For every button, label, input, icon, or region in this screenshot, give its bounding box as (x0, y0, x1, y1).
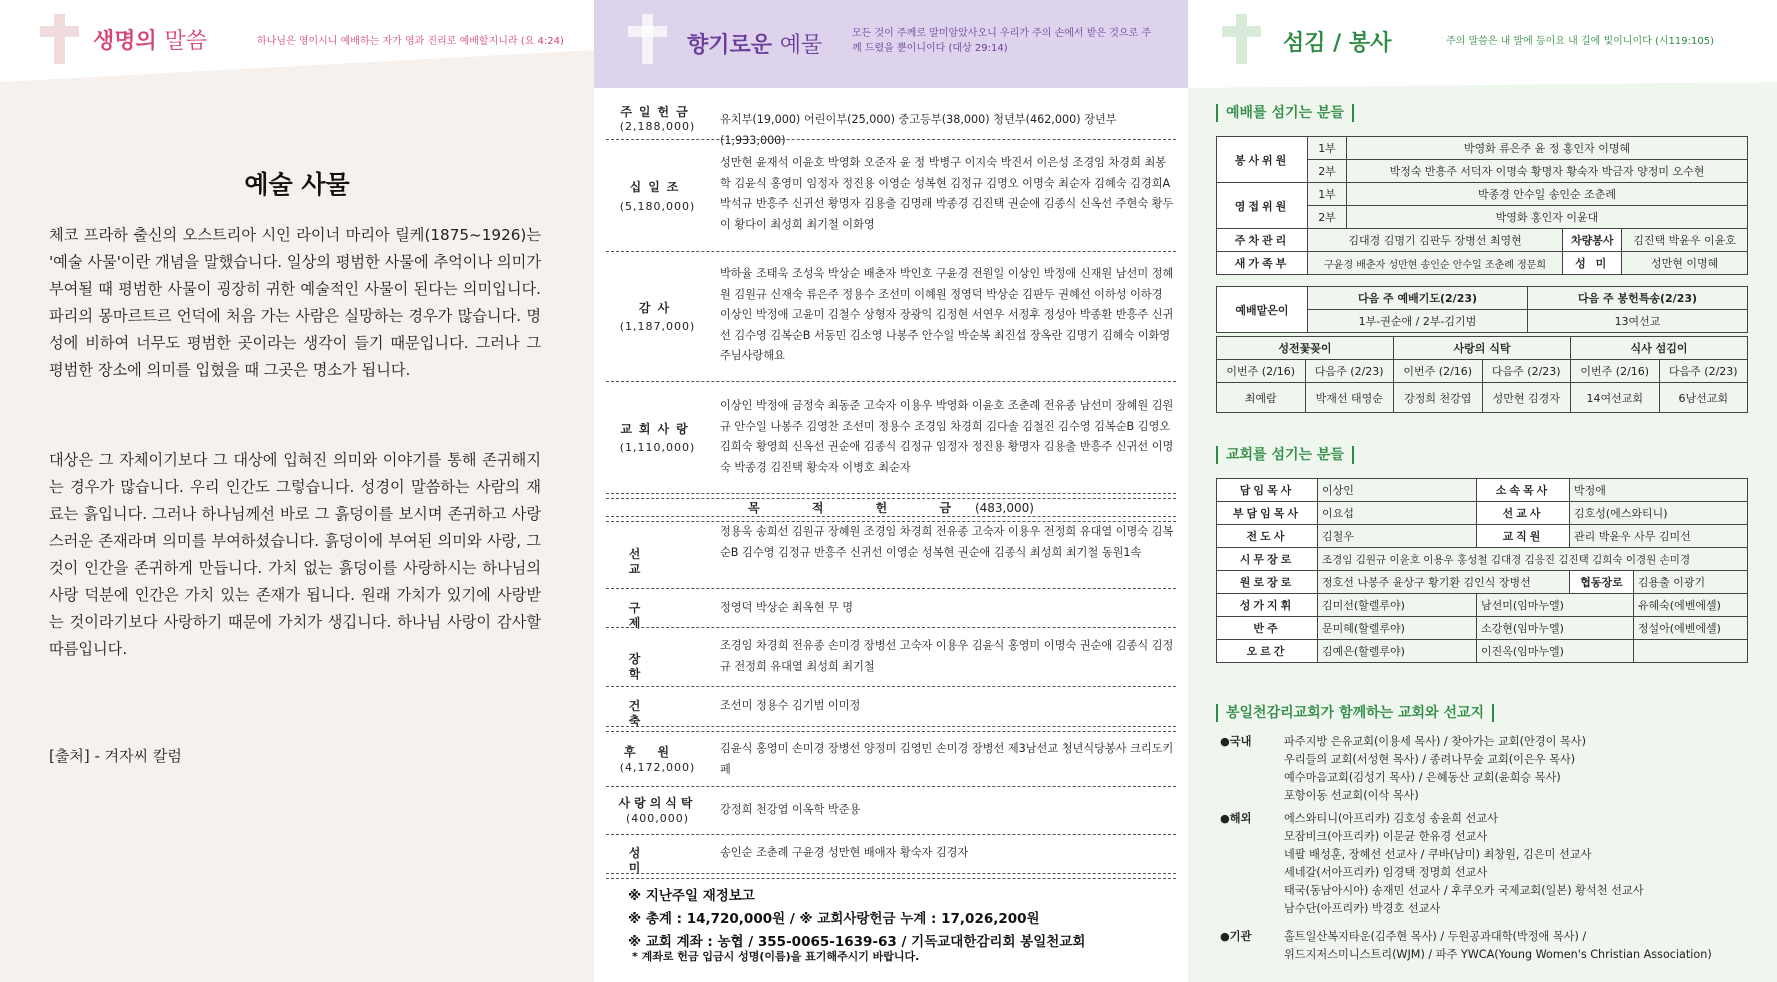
cell: 성만현 이명혜 (1622, 252, 1748, 275)
missions-category: ●국내 (1220, 735, 1252, 748)
cell-label: 성 미 (1563, 252, 1622, 275)
offering-row-church-love (606, 388, 1176, 488)
missions-category: ●기관 (1220, 930, 1252, 943)
offering-names: 성만현 윤재석 이윤호 박영화 오준자 윤 정 박병구 이지숙 박진서 이은성 조경임 차경희 최봉학 김윤식 홍영미 임정자 정진용 이영순 성복현 김정규 김명오 이명숙 최순자 김혜숙 김경희A 박석규 반흥주 신귀선 황명자 김용출 김명래 박종경 김진택 권순애 김종식 신옥선 주현숙 황두이 황다이 최성희 최기철 이화영 (720, 156, 1174, 231)
cell: 이번주 (2/16) (1217, 360, 1306, 383)
missions-line: 예수마음교회(김성기 목사) / 은혜동산 교회(윤희승 목사) (1284, 771, 1561, 784)
cell-label: 부담임목사 (1217, 502, 1318, 525)
cell-label: 선교사 (1477, 502, 1570, 525)
header-verse: 모든 것이 주께로 말미암았사오니 우리가 주의 손에서 받은 것으로 주께 드렸을 뿐이니이다 (대상 29:14) (852, 28, 1152, 54)
missions-line: 우리들의 교회(서성현 목사) / 종려나무숲 교회(이은우 목사) (1284, 753, 1576, 766)
offering-row-support (606, 739, 1176, 781)
section-title-missions: 봉일천감리교회가 함께하는 교회와 선교지 (1216, 704, 1494, 722)
offering-row-building (606, 696, 1176, 728)
cell: 김미선(할렐루야) (1318, 594, 1477, 617)
cell-label: 반주 (1217, 617, 1318, 640)
cell-label: 원로장로 (1217, 571, 1318, 594)
offering-amount: (2,188,000) (619, 120, 696, 133)
cell: 관리 박윤우 사무 김미선 (1570, 525, 1748, 548)
cell: 이번주 (2/16) (1394, 360, 1483, 383)
divider (606, 588, 1176, 589)
cell-label: 봉사위원 (1217, 137, 1308, 183)
offering-row-relief (606, 598, 1176, 630)
cell (1633, 640, 1747, 663)
missions-line: 모잠비크(아프리카) 이문균 한유경 선교사 (1284, 830, 1488, 843)
cell: 남선미(임마누엘) (1477, 594, 1634, 617)
offering-amount: (4,172,000) (619, 761, 696, 774)
cell-label: 차량봉사 (1563, 229, 1622, 252)
cell-label: 오르간 (1217, 640, 1318, 663)
cell: 이번주 (2/16) (1571, 360, 1660, 383)
cell: 정설아(에벤에셀) (1633, 617, 1747, 640)
offering-label: 성미 (628, 846, 687, 875)
cell: 다음주 (2/23) (1482, 360, 1571, 383)
divider (606, 834, 1176, 835)
offering-names: 이상인 박정애 금정숙 최동준 고숙자 이용우 박영화 이윤호 조춘례 전유종 남선미 장혜원 김원규 안수일 나봉주 김영찬 조선미 정용수 조경임 차경희 김다솔 김철진 김수영 김복순B 김영오 김희숙 황영희 신옥선 권순애 김종식 김정규 임정자 정진용 황명자 김용출 반흥주 신귀선 이명숙 박종경 김진택 황숙자 이병호 최순자 (720, 399, 1174, 474)
cell: 박정숙 반흥주 서덕자 이명숙 황명자 황숙자 박금자 양정미 오수현 (1347, 160, 1748, 183)
cell: 김진택 박윤우 이윤호 (1622, 229, 1748, 252)
worship-service-table (1216, 136, 1748, 275)
cell-label: 주차관리 (1217, 229, 1308, 252)
weekly-duty-table (1216, 336, 1748, 413)
cell: 6남선교회 (1659, 383, 1748, 413)
cell: 이상인 (1318, 479, 1477, 502)
missions-line: 에스와티니(아프리카) 김호성 송윤희 선교사 (1284, 812, 1498, 825)
missions-line: 홀트일산복지타운(김주현 목사) / 두원공과대학(박정애 목사) / (1284, 930, 1587, 943)
cell-label: 다음 주 예배기도(2/23) (1308, 287, 1528, 310)
section-title-church: 교회를 섬기는 분들 (1216, 446, 1354, 464)
cell-label: 소속목사 (1477, 479, 1570, 502)
article-paragraph-2: 대상은 그 자체이기보다 그 대상에 입혀진 의미와 이야기를 통해 존귀해지는 경우가 많습니다. 우리 인간도 그렇습니다. 성경이 말씀하는 사람의 재료는 흙입니다. 그러나 하나님께선 바로 그 흙덩이를 보시며 존귀하고 사랑스러운 존재라며 의미를 부여하셨습니다. 흙덩이에 부여된 의미와 사랑, 그것이 인간을 존귀하게 만듭니다. 가치 없는 흙덩이를 사랑하시는 하나님의 사랑 덕분에 인간은 가치 있는 존재가 됩니다. 원래 가치가 있기에 사랑받는 것이라기보다 사랑하기 때문에 가치가 생깁니다. 하나님 사랑이 감사할 따름입니다. (49, 451, 541, 658)
offering-label: 주일헌금 (620, 105, 695, 119)
divider (606, 686, 1176, 687)
cell-label: 새가족부 (1217, 252, 1308, 275)
cell-label: 교직원 (1477, 525, 1570, 548)
purpose-offering-title: 목 적 헌 금(483,000) (748, 501, 1034, 515)
offering-row-thanks (606, 258, 1176, 376)
cell: 김용출 이광기 (1633, 571, 1747, 594)
cell: 최예람 (1217, 383, 1306, 413)
offering-row-scholarship (606, 636, 1176, 681)
offering-names: 정용욱 송희선 김원규 장혜원 조경임 차경희 전유종 고숙자 이용우 전정희 유대열 이명숙 김복순B 김수영 김정규 반흥주 신귀선 이영순 성복현 권순애 김종식 최성희 최기철 동원1속 (720, 525, 1174, 559)
cell: 이진옥(임마누엘) (1477, 640, 1634, 663)
offering-label: 사랑의식탁 (618, 796, 697, 810)
panel-service (1188, 0, 1777, 982)
offering-names: 송인순 조춘례 구윤경 성만현 배애자 황숙자 김경자 (720, 846, 969, 859)
article-paragraph-1: 체코 프라하 출신의 오스트리아 시인 라이너 마리아 릴케(1875~1926)는 '예술 사물'이란 개념을 말했습니다. 일상의 평범한 사물에 추억이나 의미가 부여될 때 평범한 사물이 굉장히 귀한 예술적인 사물이 된다는 의미입니다. 파리의 몽마르트르 언덕에 처음 가는 사람은 실망하는 경우가 많습니다. 명성에 비하여 너무도 평범한 곳이라는 생각이 들기 때문입니다. 그러나 그 평범한 장소에 의미를 입혔을 때 그곳은 명소가 됩니다. (49, 226, 541, 379)
cell: 문미혜(할렐루야) (1318, 617, 1477, 640)
missions-line: 위드지저스미니스트리(WJM) / 파주 YWCA(Young Women's Christian Association) (1284, 948, 1712, 961)
cell: 소강현(임마누엘) (1477, 617, 1634, 640)
cell-label: 담임목사 (1217, 479, 1318, 502)
cell: 성만현 김경자 (1482, 383, 1571, 413)
missions-domestic (1220, 733, 1760, 813)
offering-names: 강정희 천강엽 이옥학 박준용 (720, 803, 861, 816)
cell: 박영화 홍인자 이윤대 (1347, 206, 1748, 229)
offering-row-rice (606, 843, 1176, 875)
cell: 박정애 (1570, 479, 1748, 502)
cell: 유혜숙(에벤에셀) (1633, 594, 1747, 617)
cell: 1부 (1308, 137, 1347, 160)
cell: 조경임 김원규 이윤호 이용우 홍성철 김대경 김응진 김진택 김희숙 이경원 손미경 (1318, 548, 1748, 571)
header-verse: 주의 말씀은 내 발에 등이요 내 길에 빛이니이다 (시119:105) (1446, 36, 1714, 47)
header-service (1188, 0, 1777, 82)
missions-line: 네팔 배성훈, 장혜선 선교사 / 쿠바(남미) 최창원, 김은미 선교사 (1284, 848, 1592, 861)
header-verse: 하나님은 영이시니 예배하는 자가 영과 진리로 예배할지니라 (요 4:24) (257, 36, 564, 47)
cell-label: 예배맡은이 (1217, 287, 1308, 333)
panel-offerings (594, 0, 1188, 982)
cell-label: 시무장로 (1217, 548, 1318, 571)
offering-amount: (1,110,000) (619, 441, 696, 454)
offering-label: 장학 (628, 652, 687, 681)
report-title: ※ 지난주일 재정보고 (628, 888, 755, 904)
report-total: ※ 총계 : 14,720,000원 / ※ 교회사랑헌금 누계 : 17,026,200원 (628, 911, 1040, 927)
divider-double (606, 873, 1176, 879)
cell: 다음주 (2/23) (1305, 360, 1394, 383)
offering-names: 김윤식 홍영미 손미경 장병선 양정미 김영민 손미경 장병선 제3남선교 청년식당봉사 크리도키페 (720, 742, 1174, 776)
cell: 13여선교 (1528, 310, 1748, 333)
missions-line: 포항이동 선교회(이삭 목사) (1284, 789, 1419, 802)
cell: 다음주 (2/23) (1659, 360, 1748, 383)
cell-label: 협동장로 (1570, 571, 1634, 594)
cell: 이요섭 (1318, 502, 1477, 525)
missions-line: 태국(동남아시아) 송재민 선교사 / 후쿠오카 국제교회(일본) 황석천 선교사 (1284, 884, 1644, 897)
cell-label: 식사 섬김이 (1571, 337, 1748, 360)
divider (606, 786, 1176, 787)
offering-names: 박하율 조태욱 조성욱 박상순 배춘자 박인호 구윤경 전원일 이상인 박정애 신재원 남선미 정혜원 김원규 신재숙 류은주 정용수 조선미 이혜원 정영덕 박상순 김판두 권혜선 이하성 이하경 이상인 박정애 고윤미 김철수 상형자 장광익 김정현 서연우 서정후 정성아 박종환 반흥주 신귀선 김수영 김복순B 서동민 김소영 나봉주 안수일 박순복 최진섭 장옥란 김명기 김혜숙 이화영 주님사랑해요 (720, 267, 1174, 362)
header-title: 생명의 말씀 (93, 29, 207, 54)
missions-line: 세네갈(서아프리카) 임경택 정명희 선교사 (1284, 866, 1488, 879)
cell: 김예은(할렐루야) (1318, 640, 1477, 663)
cell: 김대경 김명기 김판두 장병선 최영현 (1308, 229, 1563, 252)
offering-row-love-table (606, 794, 1176, 830)
offering-label: 교회사랑 (620, 422, 695, 436)
report-note: * 계좌로 헌금 입금시 성명(이름)을 표기해주시기 바랍니다. (632, 950, 920, 963)
missions-overseas (1220, 810, 1760, 922)
cell-label: 성전꽃꽂이 (1217, 337, 1394, 360)
header-title: 향기로운 예물 (687, 33, 823, 58)
section-title-worship: 예배를 섬기는 분들 (1216, 104, 1354, 122)
offering-names: 조선미 정용수 김기범 이미정 (720, 699, 861, 712)
cell: 2부 (1308, 206, 1347, 229)
cell: 박종경 안수일 송인순 조춘례 (1347, 183, 1748, 206)
cell: 1부 (1308, 183, 1347, 206)
header-title: 섬김 / 봉사 (1283, 31, 1392, 56)
offering-label: 선교 (628, 547, 687, 576)
cell: 박영화 류은주 윤 정 홍인자 이명혜 (1347, 137, 1748, 160)
cell-label: 영접위원 (1217, 183, 1308, 229)
offering-row-mission (606, 522, 1176, 584)
missions-category: ●해외 (1220, 812, 1252, 825)
offering-label: 십일조 (629, 180, 686, 194)
offering-label: 후원 (623, 745, 692, 759)
divider (606, 251, 1176, 252)
offering-label: 감사 (638, 301, 677, 315)
offering-row-tithe (606, 145, 1176, 245)
cell-label: 다음 주 봉헌특송(2/23) (1528, 287, 1748, 310)
offering-names: 정영덕 박상순 최옥현 무 명 (720, 601, 854, 614)
offering-amount: (1,187,000) (619, 320, 696, 333)
cell: 2부 (1308, 160, 1347, 183)
offering-label: 구제 (628, 601, 687, 630)
divider (606, 381, 1176, 382)
cell: 김철우 (1318, 525, 1477, 548)
cell-label: 사랑의 식탁 (1394, 337, 1571, 360)
cell-label: 전도사 (1217, 525, 1318, 548)
offering-names: 조경임 차경희 전유종 손미경 장병선 고숙자 이용우 김윤식 홍영미 이명숙 권순애 김종식 김정규 전정희 유대열 최성희 최기철 (720, 639, 1174, 673)
article-title: 예술 사물 (244, 170, 350, 199)
cell: 1부-권순애 / 2부-김기범 (1308, 310, 1528, 333)
cell: 14여선교회 (1571, 383, 1660, 413)
report-account: ※ 교회 계좌 : 농협 / 355-0065-1639-63 / 기독교대한감리회 봉일천교회 (628, 934, 1086, 950)
panel-word-of-life (0, 0, 594, 982)
offering-names: 유치부(19,000) 어린이부(25,000) 중고등부(38,000) 청년부(462,000) 장년부(1,933,000) (720, 113, 1117, 147)
divider-double (606, 726, 1176, 732)
cell: 강정희 천강엽 (1394, 383, 1483, 413)
offering-amount: (5,180,000) (619, 200, 696, 213)
missions-line: 파주지방 은유교회(이용세 목사) / 찾아가는 교회(안경이 목사) (1284, 735, 1586, 748)
cell: 김호성(에스와티니) (1570, 502, 1748, 525)
divider (606, 139, 1176, 140)
missions-line: 남수단(아프리카) 박경호 선교사 (1284, 902, 1441, 915)
worship-prep-table (1216, 286, 1748, 333)
cell: 정호선 나봉주 윤상구 황기환 김인식 장병선 (1318, 571, 1570, 594)
offering-row-sunday (606, 105, 1176, 147)
divider (606, 627, 1176, 628)
offering-amount: (400,000) (625, 812, 690, 825)
header-word-of-life (0, 0, 594, 82)
church-staff-table (1216, 478, 1748, 663)
cell: 박재선 태영순 (1305, 383, 1394, 413)
cell-label: 성가지휘 (1217, 594, 1318, 617)
missions-institutions (1220, 928, 1760, 968)
article-source: [출처] - 겨자씨 칼럼 (49, 747, 182, 765)
header-offerings (594, 0, 1188, 82)
offering-label: 건축 (628, 699, 687, 728)
cell: 구윤경 배춘자 성만현 송인순 안수일 조춘례 정문희 (1308, 252, 1563, 275)
